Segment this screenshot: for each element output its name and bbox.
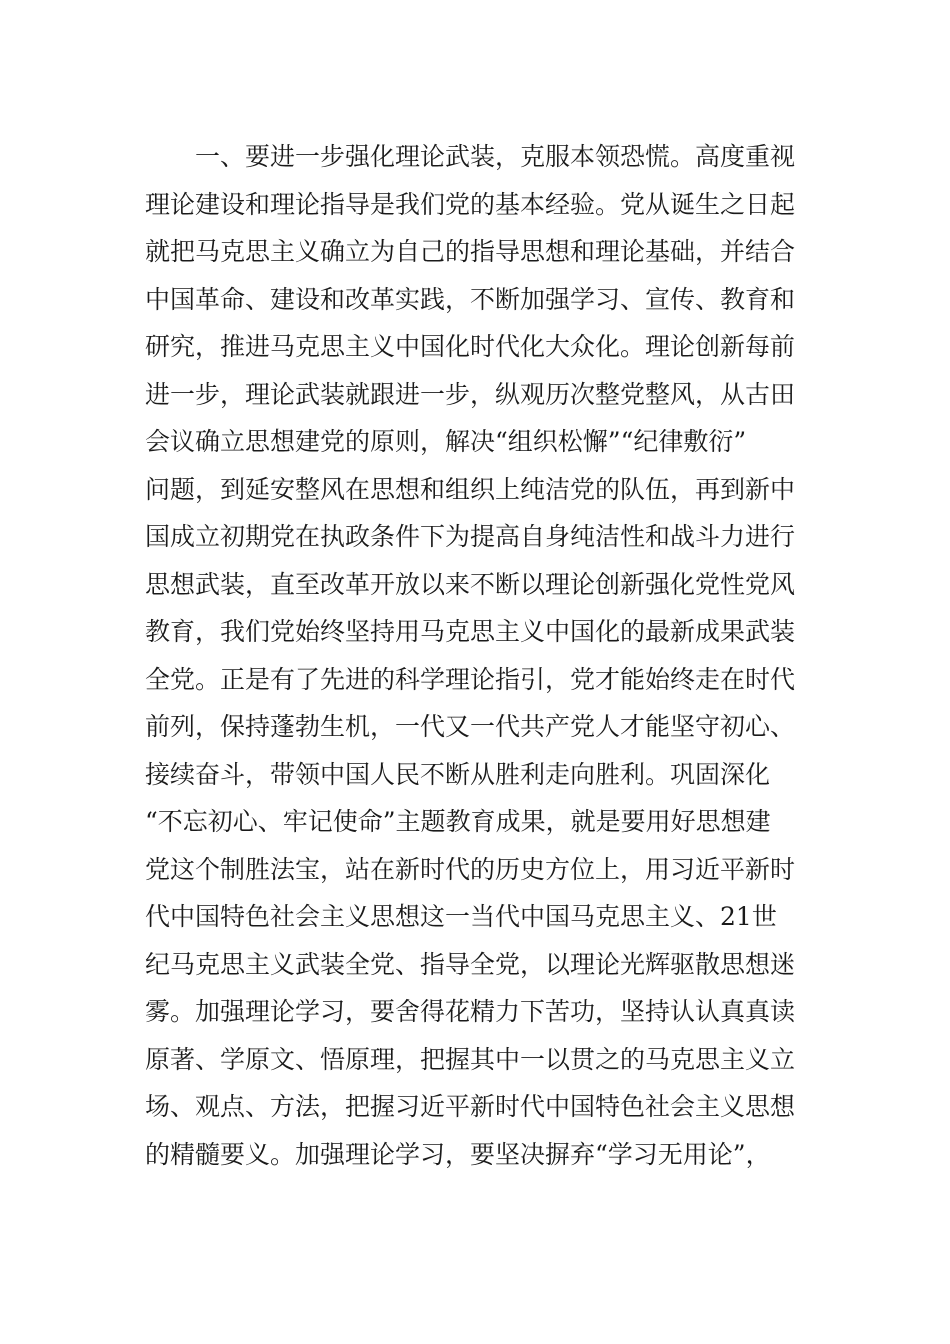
text-line: 接续奋斗，带领中国人民不断从胜利走向胜利。巩固深化 <box>145 759 771 789</box>
text-line: 教育，我们党始终坚持用马克思主义中国化的最新成果武装 <box>145 617 796 646</box>
text-line: 前列，保持蓬勃生机，一代又一代共产党人才能坚守初心、 <box>145 712 796 741</box>
text-line: 国成立初期党在执政条件下为提高自身纯洁性和战斗力进行 <box>145 522 796 551</box>
text-line: 思想武装，直至改革开放以来不断以理论创新强化党性党风 <box>145 569 796 599</box>
text-line: 代中国特色社会主义思想这一当代中国马克思主义、21世 <box>145 902 777 931</box>
text-line: 雾。加强理论学习，要舍得花精力下苦功，坚持认认真真读 <box>145 997 796 1026</box>
text-line: 进一步，理论武装就跟进一步，纵观历次整党整风，从古田 <box>145 379 796 409</box>
text-line: 的精髓要义。加强理论学习，要坚决摒弃“学习无用论”， <box>145 1139 771 1169</box>
text-line: 原著、学原文、悟原理，把握其中一以贯之的马克思主义立 <box>145 1044 796 1074</box>
text-line: 场、观点、方法，把握习近平新时代中国特色社会主义思想 <box>145 1092 796 1121</box>
text-line: 问题，到延安整风在思想和组织上纯洁党的队伍，再到新中 <box>145 474 796 504</box>
text-line: “不忘初心、牢记使命”主题教育成果，就是要用好思想建 <box>145 807 771 836</box>
text-line: 党这个制胜法宝，站在新时代的历史方位上，用习近平新时 <box>145 854 796 884</box>
text-line: 纪马克思主义武装全党、指导全党，以理论光辉驱散思想迷 <box>145 949 796 979</box>
text-line: 研究，推进马克思主义中国化时代化大众化。理论创新每前 <box>145 332 796 361</box>
text-line: 理论建设和理论指导是我们党的基本经验。党从诞生之日起 <box>145 189 796 219</box>
body-paragraph <box>145 133 810 1178</box>
text-line: 一、要进一步强化理论武装，克服本领恐慌。高度重视 <box>145 142 796 171</box>
text-line: 就把马克思主义确立为自己的指导思想和理论基础，并结合 <box>145 237 796 266</box>
text-line: 全党。正是有了先进的科学理论指引，党才能始终走在时代 <box>145 664 796 694</box>
text-line: 会议确立思想建党的原则，解决“组织松懈”“纪律敷衍” <box>145 427 747 456</box>
text-line: 中国革命、建设和改革实践，不断加强学习、宣传、教育和 <box>145 284 796 314</box>
